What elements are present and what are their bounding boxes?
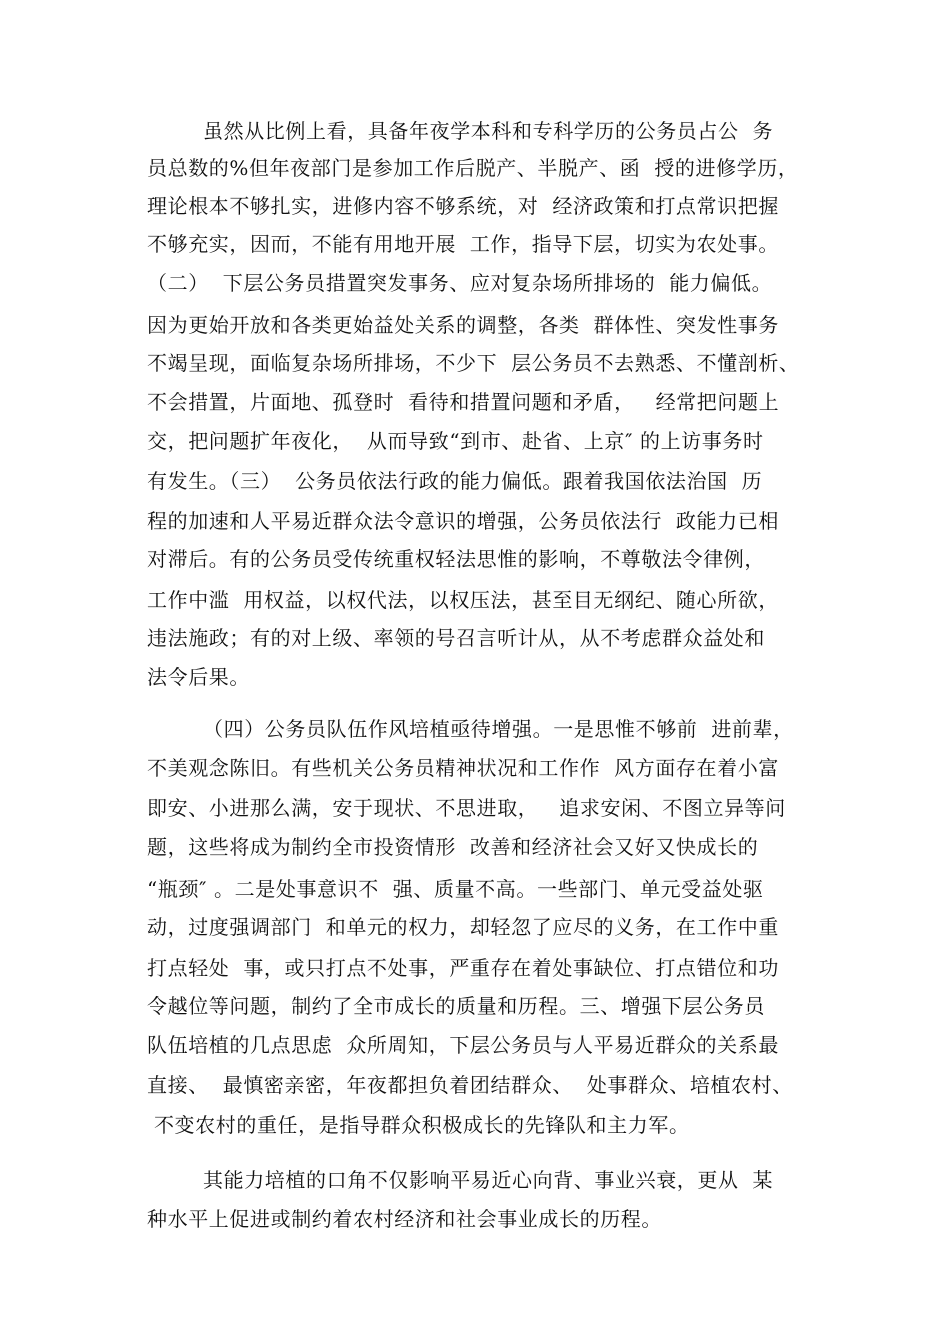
text-line: 理论根本不够扎实，进修内容不够系统，对 经济政策和打点常识把握 — [147, 194, 779, 218]
text-line: 不美观念陈旧。有些机关公务员精神状况和工作作 风方面存在着小富 — [147, 756, 779, 780]
text-line: 令越位等问题，制约了全市成长的质量和历程。三、增强下层公务员 — [147, 994, 765, 1018]
text-line: “瓶颈″ 。二是处事意识不 强、质量不高。一些部门、单元受益处驱 — [147, 877, 764, 901]
text-line: 不够充实，因而，不能有用地开展 工作，指导下层，切实为农处事。 — [147, 232, 779, 256]
text-line: 即安、小进那么满，安于现状、不思进取， 追求安闲、不图立异等问 — [147, 796, 786, 820]
text-line: （二） 下层公务员措置突发事务、应对复杂场所排场的 能力偏低。 — [147, 271, 773, 295]
text-line: 队伍培植的几点思虑 众所周知，下层公务员与人平易近群众的关系最 — [147, 1033, 779, 1057]
text-line: 工作中滥 用权益，以权代法，以权压法，甚至目无纲纪、随心所欲， — [147, 588, 779, 612]
text-line: 程的加速和人平易近群众法令意识的增强，公务员依法行 政能力已相 — [147, 509, 779, 533]
text-line: （四）公务员队伍作风培植亟待增强。一是思惟不够前 进前辈， — [203, 717, 794, 741]
text-line: 题，这些将成为制约全市投资情形 改善和经济社会又好又快成长的 — [147, 835, 759, 859]
text-line: 交，把问题扩年夜化， 从而导致“到市、赴省、上京″ 的上访事务时 — [147, 429, 764, 453]
text-line: 虽然从比例上看，具备年夜学本科和专科学历的公务员占公 务 — [203, 119, 774, 143]
text-line: 动，过度强调部门 和单元的权力，却轻忽了应尽的义务，在工作中重 — [147, 915, 779, 939]
text-line: 直接、 最慎密亲密，年夜都担负着团结群众、 处事群众、培植农村、 — [147, 1073, 793, 1097]
text-line: 不会措置，片面地、孤登时 看待和措置问题和矛盾， 经常把问题上 — [147, 390, 780, 414]
text-line: 不变农村的重任，是指导群众积极成长的先锋队和主力军。 — [147, 1113, 690, 1137]
text-line: 员总数的%但年夜部门是参加工作后脱产、半脱产、函 授的进修学历， — [147, 156, 799, 180]
text-line: 对滞后。有的公务员受传统重权轻法思惟的影响，不尊敬法令律例， — [147, 547, 765, 571]
text-line: 打点轻处 事，或只打点不处事，严重存在着处事缺位、打点错位和功 — [147, 956, 779, 980]
text-line: 有发生。（三） 公务员依法行政的能力偏低。跟着我国依法治国 历 — [147, 469, 763, 493]
text-line: 因为更始开放和各类更始益处关系的调整，各类 群体性、突发性事务 — [147, 313, 779, 337]
text-line: 违法施政；有的对上级、率领的号召言听计从，从不考虑群众益处和 — [147, 626, 765, 650]
text-line: 不竭呈现，面临复杂场所排场，不少下 层公务员不去熟悉、不懂剖析、 — [147, 351, 800, 375]
text-line: 其能力培植的口角不仅影响平易近心向背、事业兴衰，更从 某 — [203, 1168, 774, 1192]
text-line: 种水平上促进或制约着农村经济和社会事业成长的历程。 — [147, 1207, 662, 1231]
text-line: 法令后果。 — [147, 665, 250, 689]
